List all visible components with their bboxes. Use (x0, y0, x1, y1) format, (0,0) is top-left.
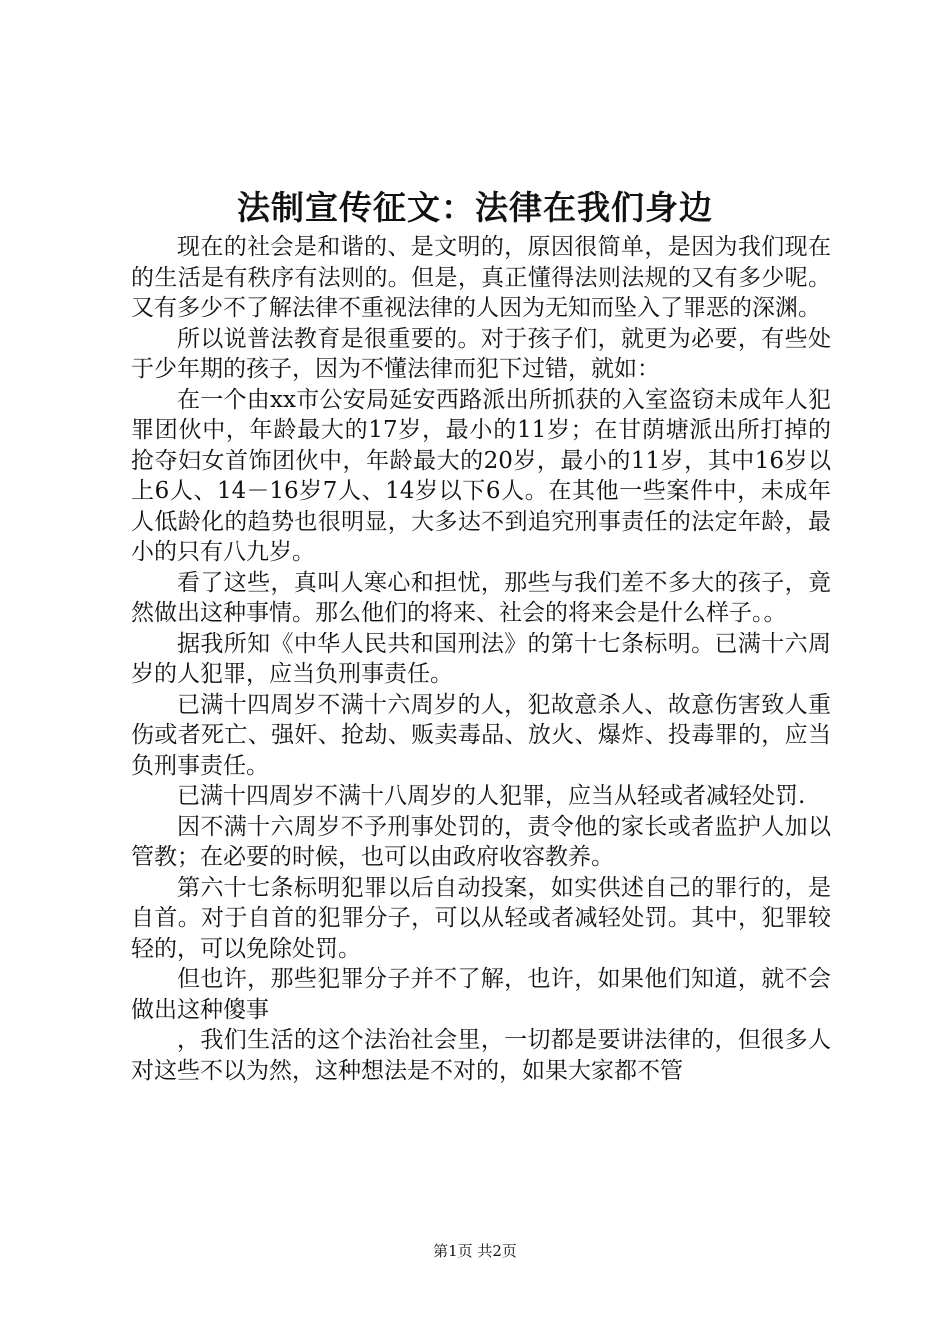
paragraph: 所以说普法教育是很重要的。对于孩子们，就更为必要，有些处于少年期的孩子，因为不懂法律而犯下过错，就如： (131, 325, 831, 382)
paragraph: 现在的社会是和谐的、是文明的，原因很简单，是因为我们现在的生活是有秩序有法则的。但是，真正懂得法则法规的又有多少呢。又有多少不了解法律不重视法律的人因为无知而坠入了罪恶的深渊。 (131, 234, 831, 321)
page-number-footer: 第1页 共2页 (433, 1242, 517, 1260)
document-title: 法制宣传征文：法律在我们身边 (237, 188, 713, 227)
paragraph: 但也许，那些犯罪分子并不了解，也许，如果他们知道，就不会做出这种傻事 (131, 966, 831, 1023)
paragraph: 因不满十六周岁不予刑事处罚的，责令他的家长或者监护人加以管教；在必要的时候，也可以由政府收容教养。 (131, 813, 831, 870)
paragraph: 第六十七条标明犯罪以后自动投案，如实供述自己的罪行的，是自首。对于自首的犯罪分子，可以从轻或者减轻处罚。其中，犯罪较轻的，可以免除处罚。 (131, 874, 831, 962)
document-body (131, 232, 831, 1086)
paragraph: 看了这些，真叫人寒心和担忧，那些与我们差不多大的孩子，竟然做出这种事情。那么他们的将来、社会的将来会是什么样子。。 (131, 569, 831, 626)
paragraph: 在一个由xx市公安局延安西路派出所抓获的入室盗窃未成年人犯罪团伙中，年龄最大的17岁，最小的11岁；在甘荫塘派出所打掉的抢夺妇女首饰团伙中，年龄最大的20岁，最小的11岁，其中16岁以上6人、14－16岁7人、14岁以下6人。在其他一些案件中，未成年人低龄化的趋势也很明显，大多达不到追究刑事责任的法定年龄，最小的只有八九岁。 (131, 386, 831, 565)
paragraph: 已满十四周岁不满十六周岁的人，犯故意杀人、故意伤害致人重伤或者死亡、强奸、抢劫、贩卖毒品、放火、爆炸、投毒罪的，应当负刑事责任。 (131, 691, 831, 779)
paragraph: ，我们生活的这个法治社会里，一切都是要讲法律的，但很多人对这些不以为然，这种想法是不对的，如果大家都不管 (131, 1027, 831, 1084)
paragraph: 已满十四周岁不满十八周岁的人犯罪，应当从轻或者减轻处罚. (177, 783, 806, 809)
paragraph: 据我所知《中华人民共和国刑法》的第十七条标明。已满十六周岁的人犯罪，应当负刑事责任。 (131, 630, 831, 687)
